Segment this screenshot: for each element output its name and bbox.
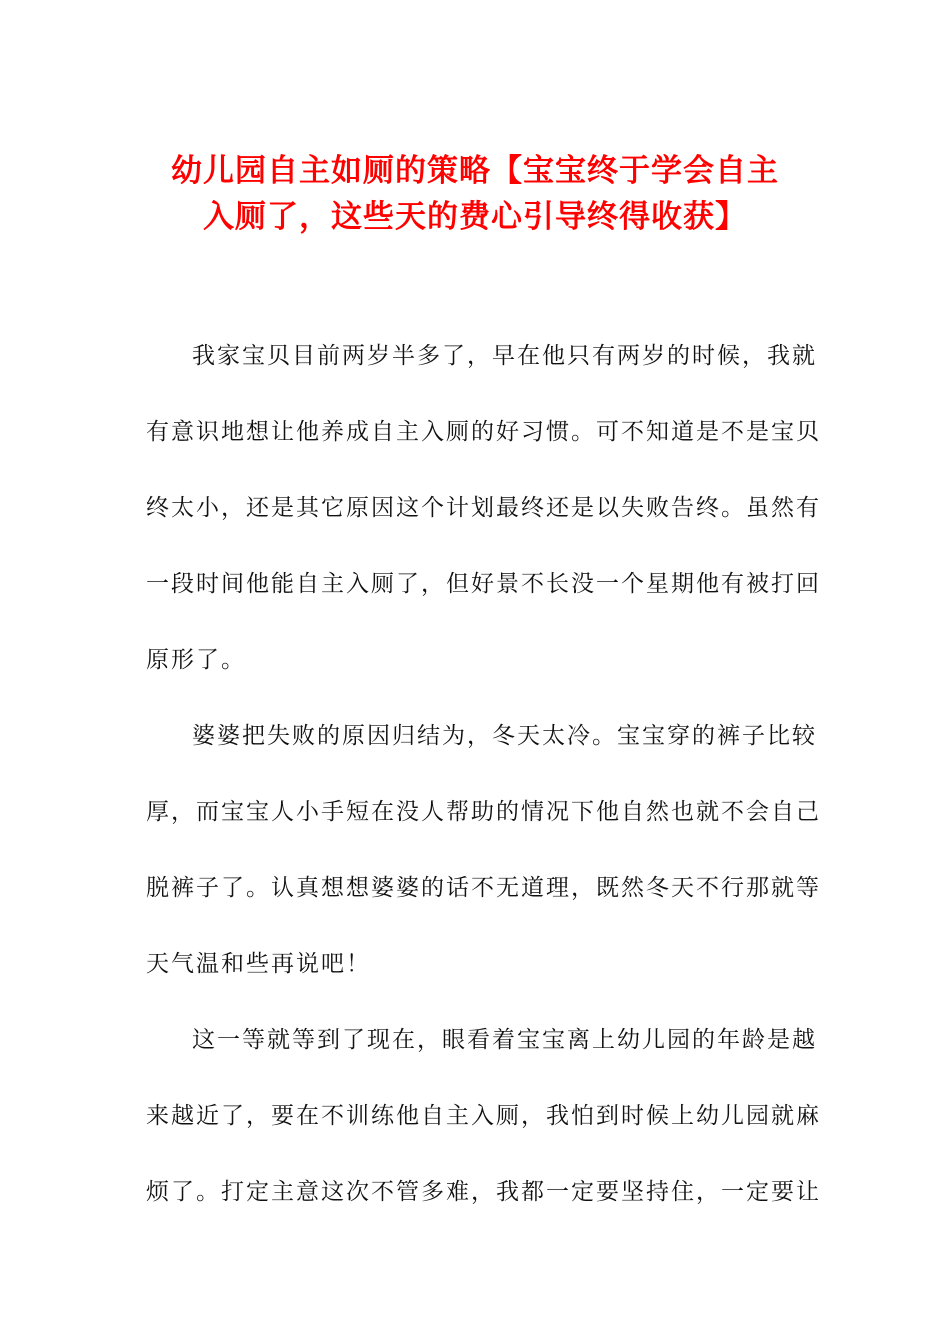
- text-line: 一段时间他能自主入厕了，但好景不长没一个星期他有被打回: [146, 571, 821, 597]
- text-line: 天气温和些再说吧！: [146, 951, 371, 977]
- text-line: 有意识地想让他养成自主入厕的好习惯。可不知道是不是宝贝: [146, 419, 821, 445]
- text-line: 来越近了，要在不训练他自主入厕，我怕到时候上幼儿园就麻: [146, 1103, 821, 1129]
- text-line: 脱裤子了。认真想想婆婆的话不无道理，既然冬天不行那就等: [146, 875, 821, 901]
- title-line: 入厕了，这些天的费心引导终得收获】: [203, 199, 747, 235]
- text-line: 原形了。: [146, 647, 246, 673]
- text-line: 我家宝贝目前两岁半多了，早在他只有两岁的时候，我就: [192, 343, 817, 369]
- paragraph: [146, 1002, 821, 1230]
- document-body: [146, 318, 821, 1230]
- paragraph: [146, 318, 821, 698]
- text-line: 终太小，还是其它原因这个计划最终还是以失败告终。虽然有: [146, 495, 821, 521]
- document-title: [140, 148, 810, 240]
- text-line: 这一等就等到了现在，眼看着宝宝离上幼儿园的年龄是越: [192, 1027, 817, 1053]
- text-line: 婆婆把失败的原因归结为，冬天太冷。宝宝穿的裤子比较: [192, 723, 817, 749]
- paragraph: [146, 698, 821, 1002]
- text-line: 烦了。打定主意这次不管多难，我都一定要坚持住，一定要让: [146, 1179, 821, 1205]
- text-line: 厚，而宝宝人小手短在没人帮助的情况下他自然也就不会自己: [146, 799, 821, 825]
- title-line: 幼儿园自主如厕的策略【宝宝终于学会自主: [171, 153, 779, 189]
